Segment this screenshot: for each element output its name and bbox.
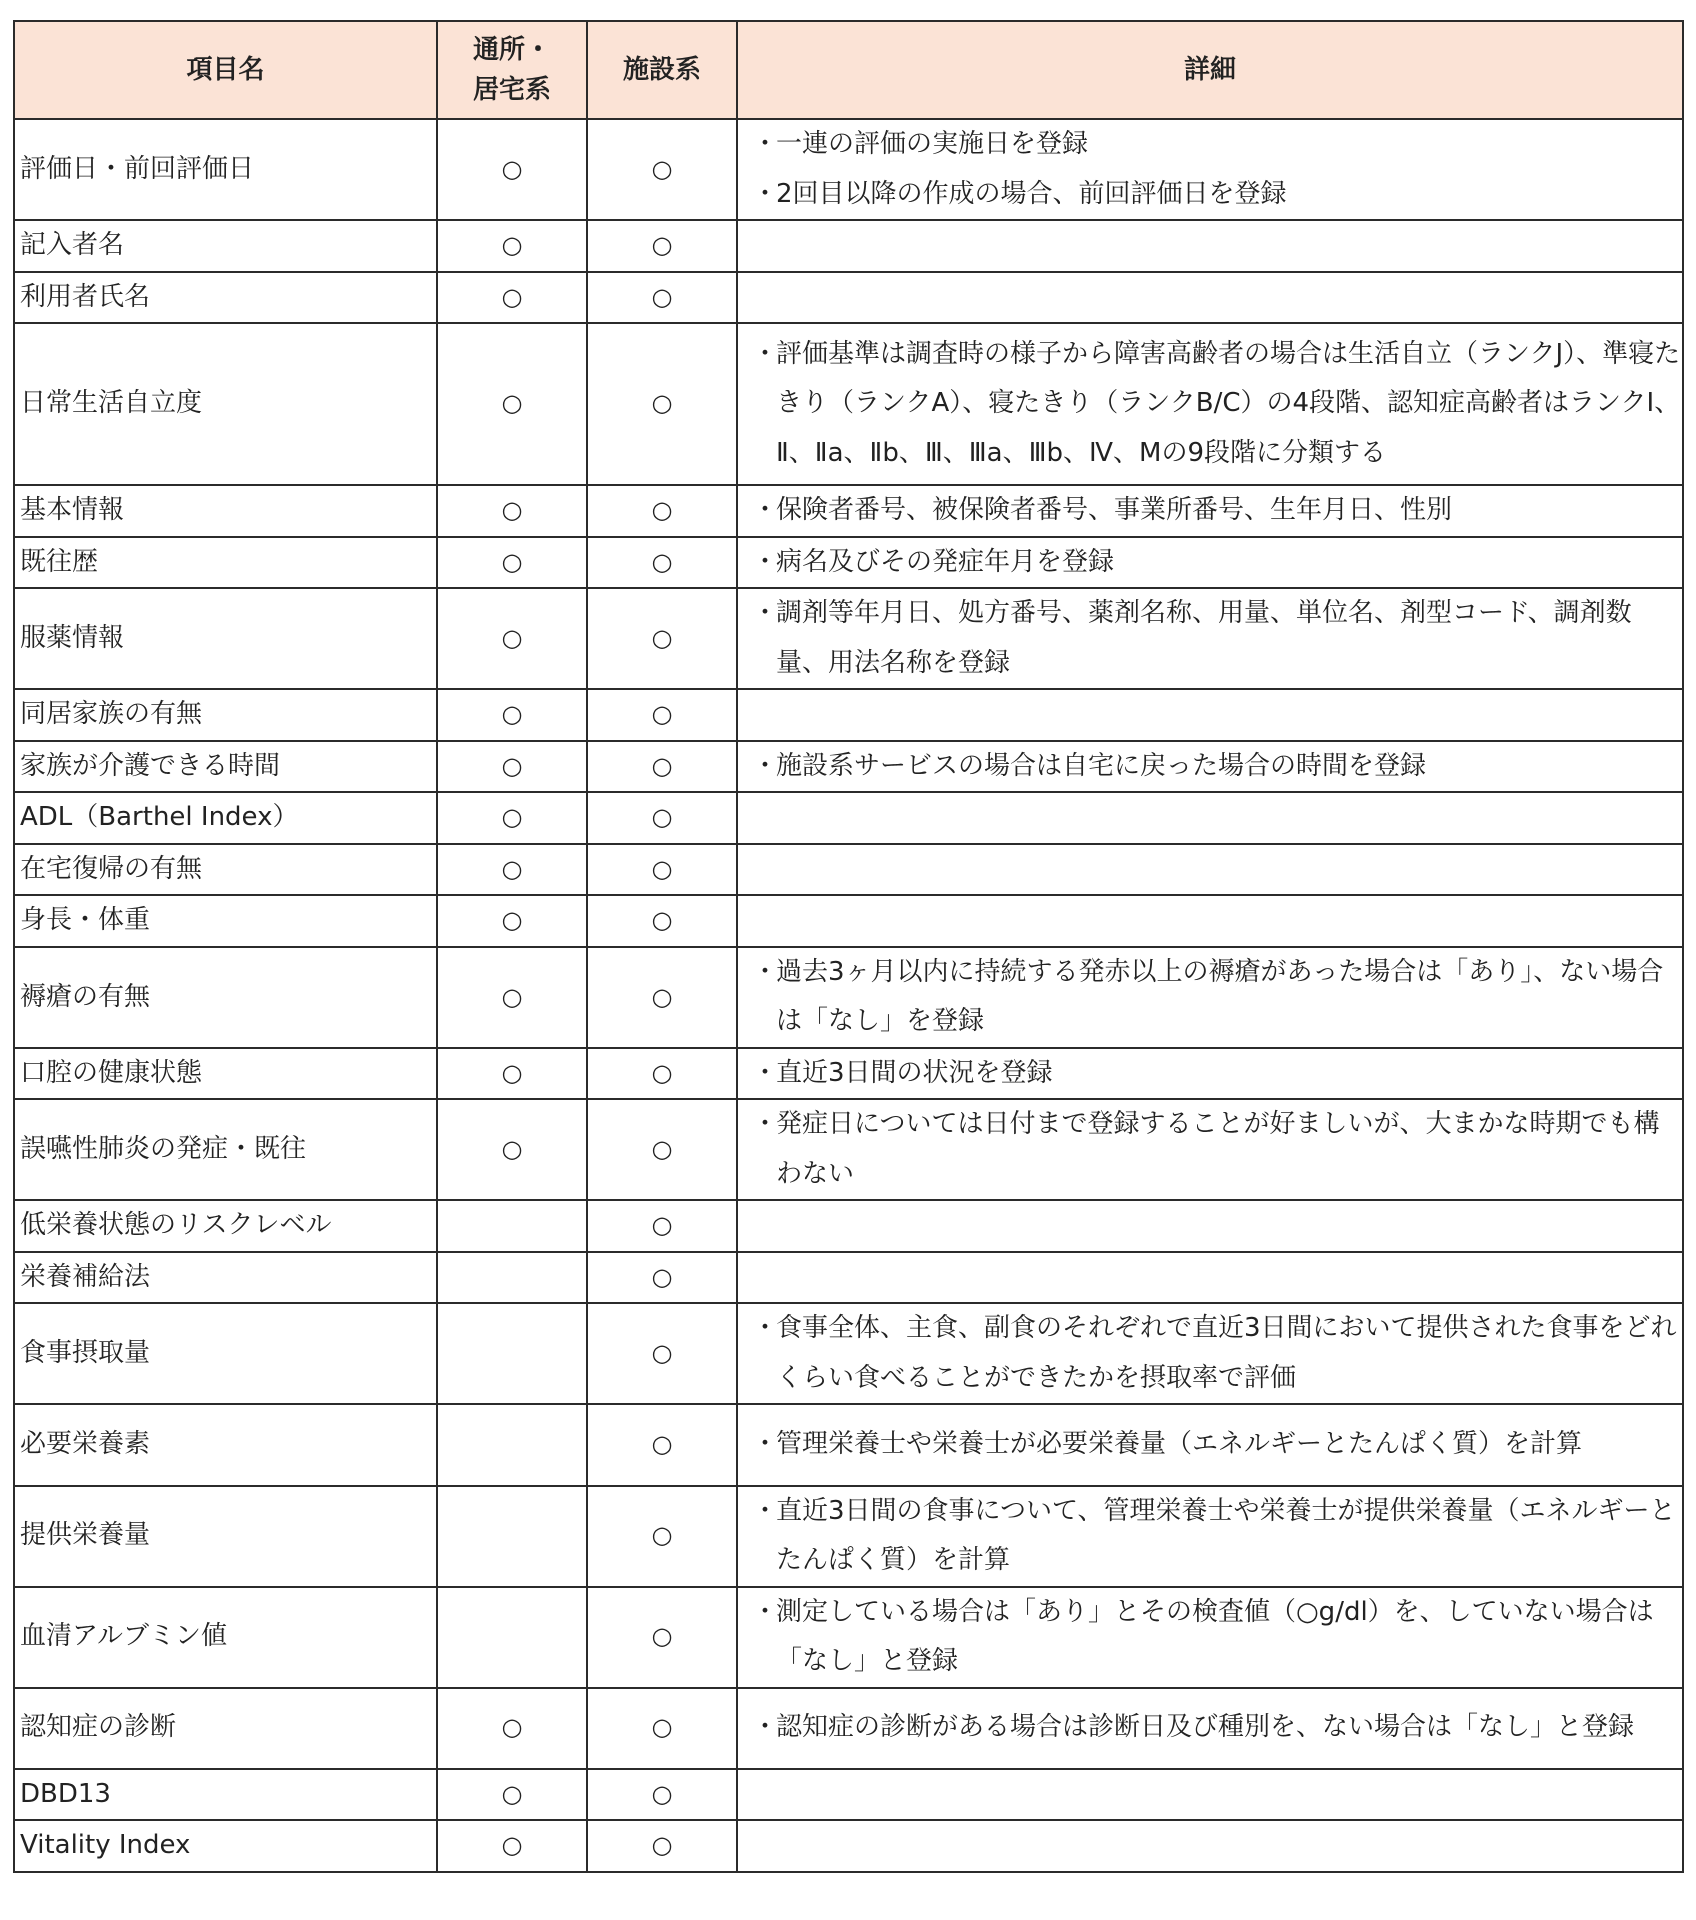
detail-cell [737, 792, 1683, 844]
detail-text: 測定している場合は「あり」とその検査値（○g/dl）を、していない場合は「なし」と登録 [776, 1596, 1654, 1677]
detail-cell [737, 947, 1683, 1048]
table-row [14, 220, 1683, 272]
header-detail: 詳細 [737, 21, 1683, 119]
table-row [14, 119, 1683, 220]
detail-cell [737, 689, 1683, 741]
detail-cell [737, 1099, 1683, 1200]
home-service-mark: ○ [437, 1769, 587, 1821]
home-service-mark: ○ [437, 220, 587, 272]
table-row [14, 323, 1683, 485]
home-service-mark: ○ [437, 1820, 587, 1872]
detail-cell [737, 119, 1683, 220]
facility-service-mark: ○ [587, 1486, 737, 1587]
detail-text: 病名及びその発症年月を登録 [776, 546, 1115, 577]
detail-cell [737, 1048, 1683, 1100]
detail-text: 調剤等年月日、処方番号、薬剤名称、用量、単位名、剤型コード、調剤数量、用法名称を登録 [776, 598, 1632, 678]
table-row [14, 1048, 1683, 1100]
home-service-mark [437, 1252, 587, 1304]
header-home-service [437, 21, 587, 119]
detail-cell [737, 1769, 1683, 1821]
table-row [14, 1099, 1683, 1200]
detail-text: 施設系サービスの場合は自宅に戻った場合の時間を登録 [776, 750, 1427, 781]
table-row [14, 272, 1683, 324]
item-name-cell: 食事摂取量 [14, 1303, 437, 1404]
data-items-sheet [13, 20, 1684, 1873]
bullet-icon: ・ [752, 1712, 779, 1743]
bullet-icon: ・ [752, 1313, 779, 1344]
item-name-cell: 家族が介護できる時間 [14, 741, 437, 793]
bullet-icon: ・ [752, 338, 779, 369]
data-items-table [13, 20, 1684, 1873]
detail-text: 保険者番号、被保険者番号、事業所番号、生年月日、性別 [776, 495, 1453, 526]
table-row [14, 1688, 1683, 1769]
bullet-icon: ・ [752, 1495, 779, 1526]
bullet-icon: ・ [752, 1429, 779, 1460]
detail-text: 発症日については日付まで登録することが好ましいが、大まかな時期でも構わない [776, 1109, 1660, 1189]
item-name-cell: 誤嚥性肺炎の発症・既往 [14, 1099, 437, 1200]
detail-cell [737, 844, 1683, 896]
detail-cell [737, 588, 1683, 689]
home-service-mark: ○ [437, 844, 587, 896]
item-name-cell: 評価日・前回評価日 [14, 119, 437, 220]
home-service-mark: ○ [437, 895, 587, 947]
home-service-mark [437, 1587, 587, 1688]
facility-service-mark: ○ [587, 323, 737, 485]
detail-cell [737, 895, 1683, 947]
facility-service-mark: ○ [587, 588, 737, 689]
facility-service-mark: ○ [587, 792, 737, 844]
detail-text: 過去3ヶ月以内に持続する発赤以上の褥瘡があった場合は「あり」、ない場合は「なし」を登録 [776, 956, 1664, 1037]
detail-cell [737, 741, 1683, 793]
home-service-mark: ○ [437, 588, 587, 689]
detail-item [752, 486, 1682, 536]
facility-service-mark: ○ [587, 1769, 737, 1821]
header-home-line-1: 通所・ [472, 35, 551, 65]
bullet-icon: ・ [752, 1109, 779, 1140]
table-row [14, 741, 1683, 793]
detail-item [752, 1487, 1682, 1586]
table-row [14, 792, 1683, 844]
facility-service-mark: ○ [587, 689, 737, 741]
detail-cell [737, 323, 1683, 485]
detail-item [752, 1304, 1682, 1403]
header-row [14, 21, 1683, 119]
header-facility-service: 施設系 [587, 21, 737, 119]
home-service-mark [437, 1200, 587, 1252]
home-service-mark: ○ [437, 689, 587, 741]
item-name-cell: 提供栄養量 [14, 1486, 437, 1587]
item-name-cell: 褥瘡の有無 [14, 947, 437, 1048]
item-name-cell: 既往歴 [14, 537, 437, 589]
detail-text: 評価基準は調査時の様子から障害高齢者の場合は生活自立（ランクJ）、準寝たきり（ランクA）、寝たきり（ランクB/C）の4段階、認知症高齢者はランクⅠ、Ⅱ、Ⅱa、Ⅱb、Ⅲ、Ⅲa、Ⅲb、Ⅳ、Mの9段階に分類する [776, 338, 1681, 468]
table-row [14, 1587, 1683, 1688]
detail-cell [737, 1587, 1683, 1688]
table-row [14, 895, 1683, 947]
detail-item [752, 948, 1682, 1047]
detail-item [752, 330, 1682, 479]
detail-item [752, 1049, 1682, 1099]
item-name-cell: Vitality Index [14, 1820, 437, 1872]
table-row [14, 1303, 1683, 1404]
item-name-cell: 認知症の診断 [14, 1688, 437, 1769]
item-name-cell: 血清アルブミン値 [14, 1587, 437, 1688]
facility-service-mark: ○ [587, 947, 737, 1048]
facility-service-mark: ○ [587, 1200, 737, 1252]
facility-service-mark: ○ [587, 1688, 737, 1769]
table-row [14, 1200, 1683, 1252]
bullet-icon: ・ [752, 129, 779, 159]
table-header [14, 21, 1683, 119]
facility-service-mark: ○ [587, 1252, 737, 1304]
item-name-cell: DBD13 [14, 1769, 437, 1821]
table-row [14, 1820, 1683, 1872]
item-name-cell: 日常生活自立度 [14, 323, 437, 485]
table-row [14, 1404, 1683, 1485]
detail-cell [737, 1486, 1683, 1587]
detail-cell [737, 1404, 1683, 1485]
detail-cell [737, 485, 1683, 537]
detail-text: 認知症の診断がある場合は診断日及び種別を、ない場合は「なし」と登録 [776, 1712, 1635, 1743]
home-service-mark: ○ [437, 119, 587, 220]
facility-service-mark: ○ [587, 485, 737, 537]
home-service-mark: ○ [437, 323, 587, 485]
facility-service-mark: ○ [587, 119, 737, 220]
detail-cell [737, 1252, 1683, 1304]
bullet-icon: ・ [752, 750, 779, 781]
table-row [14, 537, 1683, 589]
home-service-mark: ○ [437, 485, 587, 537]
facility-service-mark: ○ [587, 272, 737, 324]
table-row [14, 588, 1683, 689]
detail-item [752, 120, 1682, 170]
table-row [14, 1486, 1683, 1587]
home-service-mark: ○ [437, 1688, 587, 1769]
table-row [14, 689, 1683, 741]
home-service-mark: ○ [437, 272, 587, 324]
home-service-mark: ○ [437, 792, 587, 844]
home-service-mark [437, 1486, 587, 1587]
detail-item [752, 1588, 1682, 1687]
home-service-mark: ○ [437, 741, 587, 793]
detail-cell [737, 1688, 1683, 1769]
detail-cell [737, 537, 1683, 589]
home-service-mark [437, 1303, 587, 1404]
item-name-cell: 利用者氏名 [14, 272, 437, 324]
facility-service-mark: ○ [587, 1099, 737, 1200]
detail-cell [737, 220, 1683, 272]
facility-service-mark: ○ [587, 741, 737, 793]
detail-text: 直近3日間の状況を登録 [776, 1057, 1053, 1088]
item-name-cell: 服薬情報 [14, 588, 437, 689]
item-name-cell: 低栄養状態のリスクレベル [14, 1200, 437, 1252]
item-name-cell: 必要栄養素 [14, 1404, 437, 1485]
bullet-icon: ・ [752, 598, 779, 629]
item-name-cell: 基本情報 [14, 485, 437, 537]
table-row [14, 1769, 1683, 1821]
detail-text: 直近3日間の食事について、管理栄養士や栄養士が提供栄養量（エネルギーとたんぱく質）を計算 [776, 1495, 1676, 1576]
bullet-icon: ・ [752, 1596, 779, 1627]
detail-item [752, 1100, 1682, 1199]
detail-cell [737, 1200, 1683, 1252]
table-row [14, 947, 1683, 1048]
header-home-line-2: 居宅系 [472, 75, 551, 105]
item-name-cell: 在宅復帰の有無 [14, 844, 437, 896]
item-name-cell: 同居家族の有無 [14, 689, 437, 741]
facility-service-mark: ○ [587, 844, 737, 896]
item-name-cell: 口腔の健康状態 [14, 1048, 437, 1100]
home-service-mark: ○ [437, 1048, 587, 1100]
home-service-mark: ○ [437, 1099, 587, 1200]
facility-service-mark: ○ [587, 895, 737, 947]
item-name-cell: 記入者名 [14, 220, 437, 272]
bullet-icon: ・ [752, 495, 779, 526]
item-name-cell: 身長・体重 [14, 895, 437, 947]
home-service-mark: ○ [437, 537, 587, 589]
bullet-icon: ・ [752, 546, 779, 577]
item-name-cell: ADL（Barthel Index） [14, 792, 437, 844]
detail-item [752, 1420, 1682, 1470]
bullet-icon: ・ [752, 1057, 779, 1088]
table-row [14, 1252, 1683, 1304]
detail-text: 2回目以降の作成の場合、前回評価日を登録 [776, 178, 1287, 209]
header-item-name: 項目名 [14, 21, 437, 119]
table-row [14, 844, 1683, 896]
home-service-mark: ○ [437, 947, 587, 1048]
facility-service-mark: ○ [587, 1303, 737, 1404]
facility-service-mark: ○ [587, 1048, 737, 1100]
detail-item [752, 742, 1682, 792]
facility-service-mark: ○ [587, 537, 737, 589]
detail-item [752, 538, 1682, 588]
detail-cell [737, 272, 1683, 324]
detail-cell [737, 1303, 1683, 1404]
detail-text: 管理栄養士や栄養士が必要栄養量（エネルギーとたんぱく質）を計算 [776, 1429, 1583, 1460]
detail-text: 一連の評価の実施日を登録 [776, 129, 1089, 159]
bullet-icon: ・ [752, 178, 779, 209]
facility-service-mark: ○ [587, 1820, 737, 1872]
item-name-cell: 栄養補給法 [14, 1252, 437, 1304]
facility-service-mark: ○ [587, 220, 737, 272]
detail-item [752, 589, 1682, 688]
detail-item [752, 170, 1682, 220]
home-service-mark [437, 1404, 587, 1485]
detail-item [752, 1703, 1682, 1753]
facility-service-mark: ○ [587, 1404, 737, 1485]
detail-text: 食事全体、主食、副食のそれぞれで直近3日間において提供された食事をどれくらい食べることができたかを摂取率で評価 [776, 1313, 1677, 1393]
bullet-icon: ・ [752, 956, 779, 987]
table-body [14, 119, 1683, 1872]
table-row [14, 485, 1683, 537]
facility-service-mark: ○ [587, 1587, 737, 1688]
detail-cell [737, 1820, 1683, 1872]
